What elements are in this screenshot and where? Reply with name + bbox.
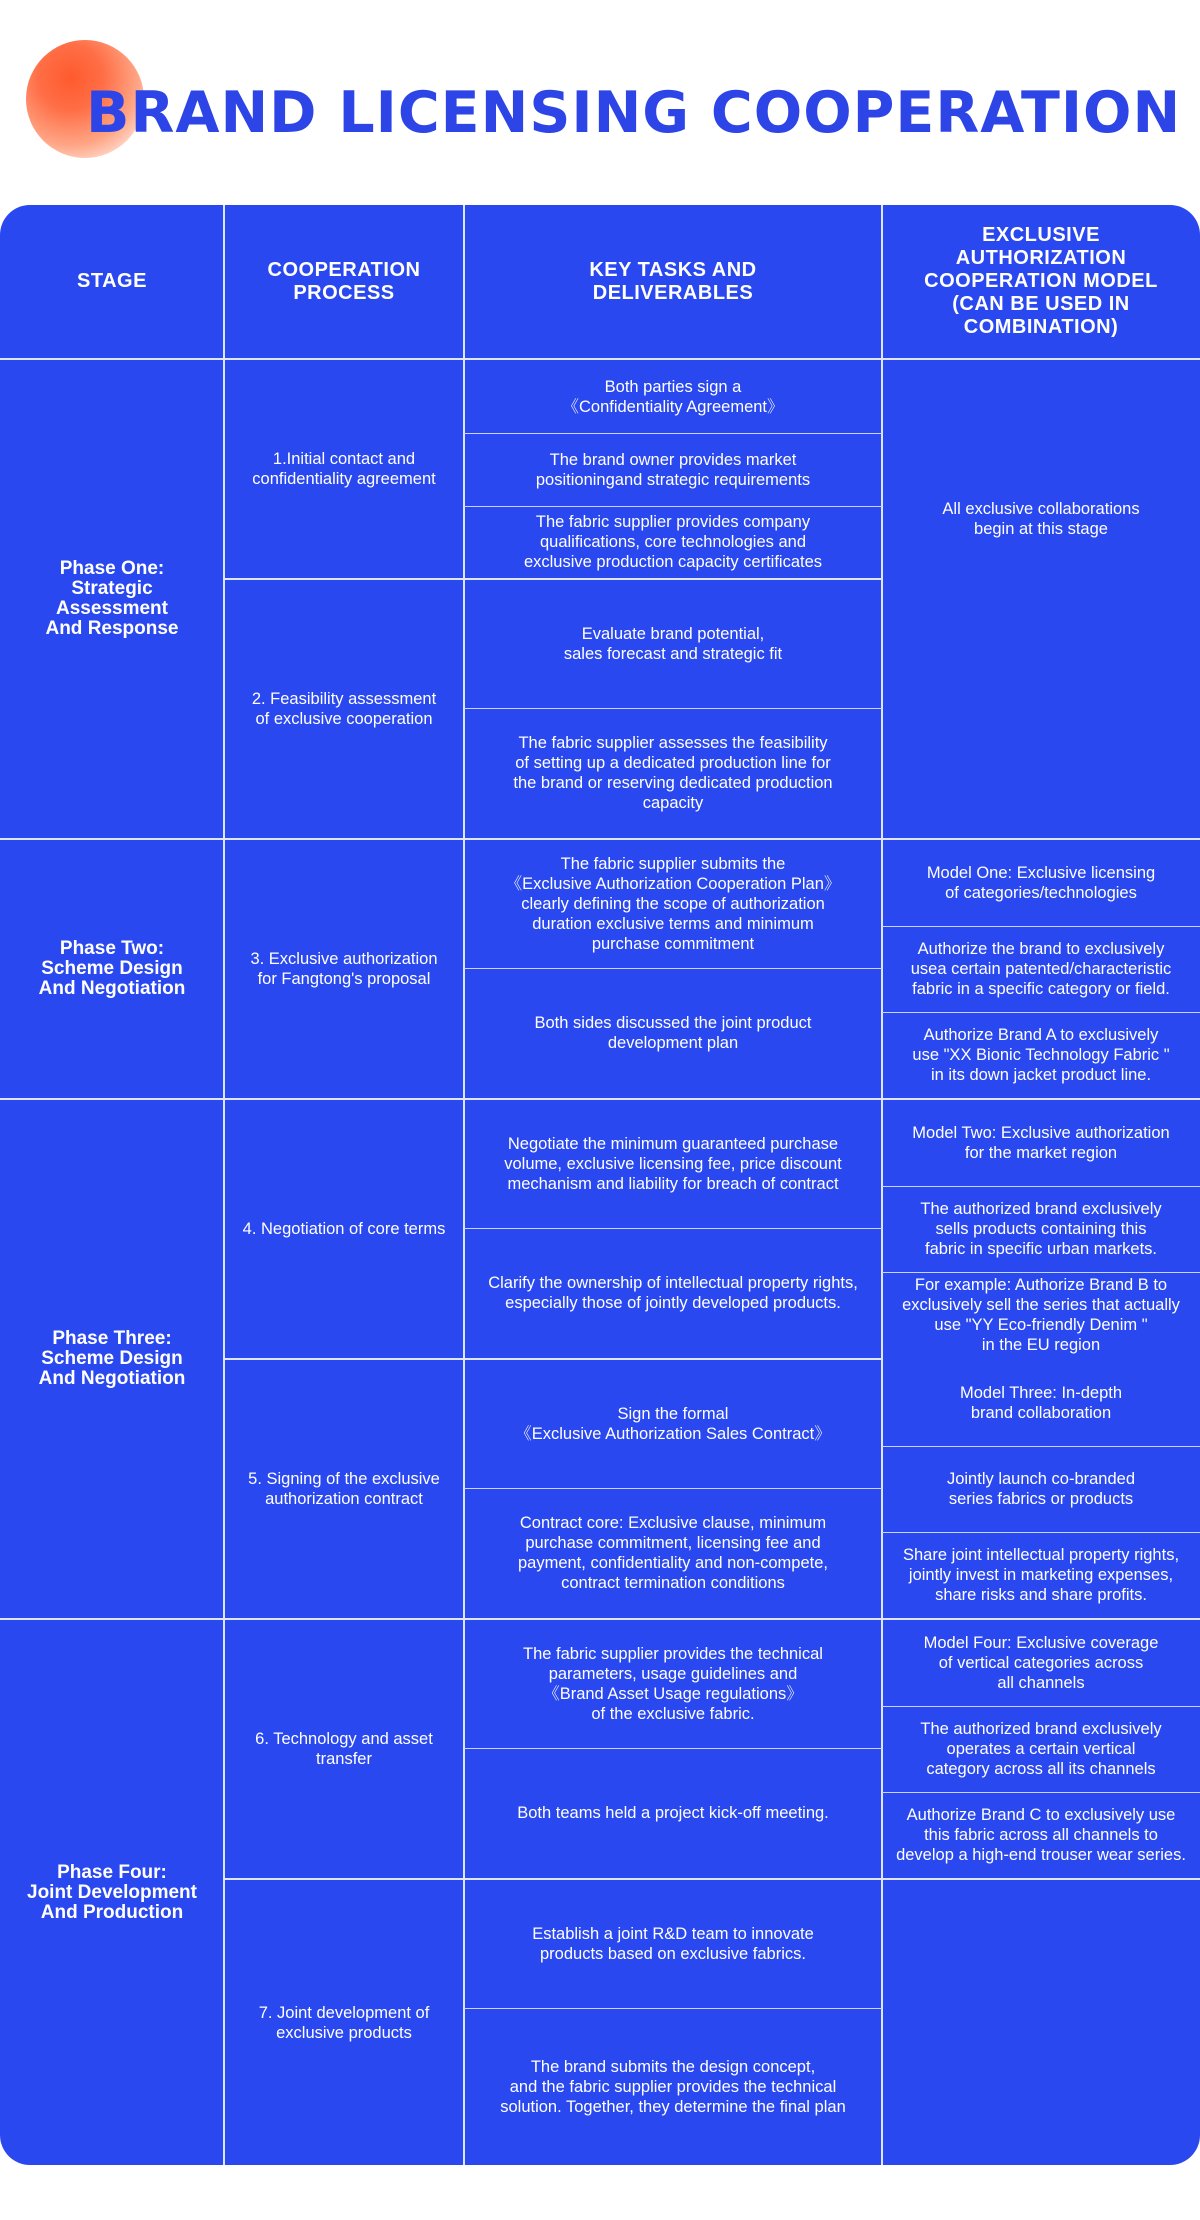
grid-line [224,1358,882,1360]
task-4: Evaluate brand potential, sales forecast and strategic fit [563,625,783,663]
grid-line [882,1446,1200,1447]
grid-line [464,2008,882,2009]
process-5: 5. Signing of the exclusive authorization contract [248,1470,440,1508]
process-1: 1.Initial contact and confidentiality agreement [252,450,436,488]
grid-line [464,968,882,969]
page-title: BRAND LICENSING COOPERATION [86,80,1182,146]
header-model: EXCLUSIVE AUTHORIZATION COOPERATION MODEL (CAN BE USED IN COMBINATION) [924,224,1158,338]
grid-line [0,358,1200,360]
grid-line [882,1272,1200,1273]
grid-line [0,1618,1200,1620]
grid-line [464,433,882,434]
task-5: The fabric supplier assesses the feasibility of setting up a dedicated production line for the brand or reserving dedicated production capacity [513,734,833,812]
model-3-title: Model Three: In-depth brand collaboration [959,1384,1123,1422]
model-1-example: Authorize Brand A to exclusively use "XX Bionic Technology Fabric " in its down jacket product line. [912,1026,1170,1084]
grid-line [882,926,1200,927]
task-3: The fabric supplier provides company qualifications, core technologies and exclusive production capacity certificates [523,513,823,571]
cooperation-table [0,205,1200,2165]
process-3: 3. Exclusive authorization for Fangtong's proposal [250,950,438,988]
task-10: Sign the formal 《Exclusive Authorization Sales Contract》 [515,1405,831,1443]
model-4-title: Model Four: Exclusive coverage of vertical categories across all channels [923,1634,1159,1692]
process-6: 6. Technology and asset transfer [255,1730,433,1768]
model-3-desc: Jointly launch co-branded series fabrics or products [946,1470,1136,1508]
task-9: Clarify the ownership of intellectual property rights, especially those of jointly developed products. [488,1274,858,1312]
model-1-desc: Authorize the brand to exclusively usea certain patented/characteristic fabric in a specific category or field. [910,940,1172,998]
header-tasks: KEY TASKS AND DELIVERABLES [589,258,757,304]
model-3-example: Share joint intellectual property rights, jointly invest in marketing expenses, share risks and share profits. [902,1546,1180,1604]
stage-2: Phase Two: Scheme Design And Negotiation [38,938,186,999]
grid-line [882,1012,1200,1013]
grid-line [464,506,882,507]
model-all: All exclusive collaborations begin at this stage [942,500,1140,538]
model-2-title: Model Two: Exclusive authorization for the market region [912,1124,1170,1162]
header-stage: STAGE [77,270,147,292]
grid-line [223,205,225,2165]
task-14: Establish a joint R&D team to innovate products based on exclusive fabrics. [532,1925,814,1963]
task-6: The fabric supplier submits the 《Exclusive Authorization Cooperation Plan》 clearly defining the scope of authorization duration exclusive terms and minimum purchase commitment [505,855,841,953]
model-4-desc: The authorized brand exclusively operates a certain vertical category across all its channels [920,1720,1162,1778]
task-15: The brand submits the design concept, and the fabric supplier provides the technical solution. Together, they determine the final plan [500,2057,846,2116]
grid-line [463,205,465,2165]
grid-line [464,1228,882,1229]
model-2-desc: The authorized brand exclusively sells products containing this fabric in specific urban markets. [920,1200,1162,1258]
grid-line [882,1878,1200,1880]
model-1-title: Model One: Exclusive licensing of categories/technologies [926,864,1156,902]
task-7: Both sides discussed the joint product development plan [534,1014,812,1052]
stage-4: Phase Four: Joint Development And Production [27,1861,197,1923]
header-process: COOPERATION PROCESS [267,258,421,304]
grid-line [464,708,882,709]
grid-line [224,578,882,580]
grid-line [882,1186,1200,1187]
model-2-example: For example: Authorize Brand B to exclusively sell the series that actually use "YY Eco-friendly Denim " in the EU region [902,1276,1180,1354]
task-2: The brand owner provides market positioningand strategic requirements [535,450,811,489]
grid-line [464,1488,882,1489]
stage-3: Phase Three: Scheme Design And Negotiation [38,1328,186,1389]
process-4: 4. Negotiation of core terms [242,1220,446,1238]
grid-line [0,1098,1200,1100]
task-11: Contract core: Exclusive clause, minimum purchase commitment, licensing fee and payment, confidentiality and non-compete, contract termination conditions [517,1514,829,1592]
grid-line [882,1532,1200,1533]
task-1: Both parties sign a 《Confidentiality Agreement》 [562,377,784,416]
model-4-example: Authorize Brand C to exclusively use this fabric across all channels to develop a high-end trouser wear series. [896,1806,1186,1864]
grid-line [882,1706,1200,1707]
grid-line [464,1748,882,1749]
grid-line [224,1878,882,1880]
task-8: Negotiate the minimum guaranteed purchase volume, exclusive licensing fee, price discount mechanism and liability for breach of contract [504,1135,842,1193]
stage-1: Phase One: Strategic Assessment And Response [45,558,179,639]
grid-line [882,1792,1200,1793]
grid-line [881,205,883,2165]
task-13: Both teams held a project kick-off meeting. [517,1804,829,1822]
process-7: 7. Joint development of exclusive products [258,2003,430,2042]
grid-line [0,838,1200,840]
task-12: The fabric supplier provides the technical parameters, usage guidelines and 《Brand Asset Usage regulations》 of the exclusive fabric. [523,1645,823,1723]
process-2: 2. Feasibility assessment of exclusive cooperation [251,690,437,728]
